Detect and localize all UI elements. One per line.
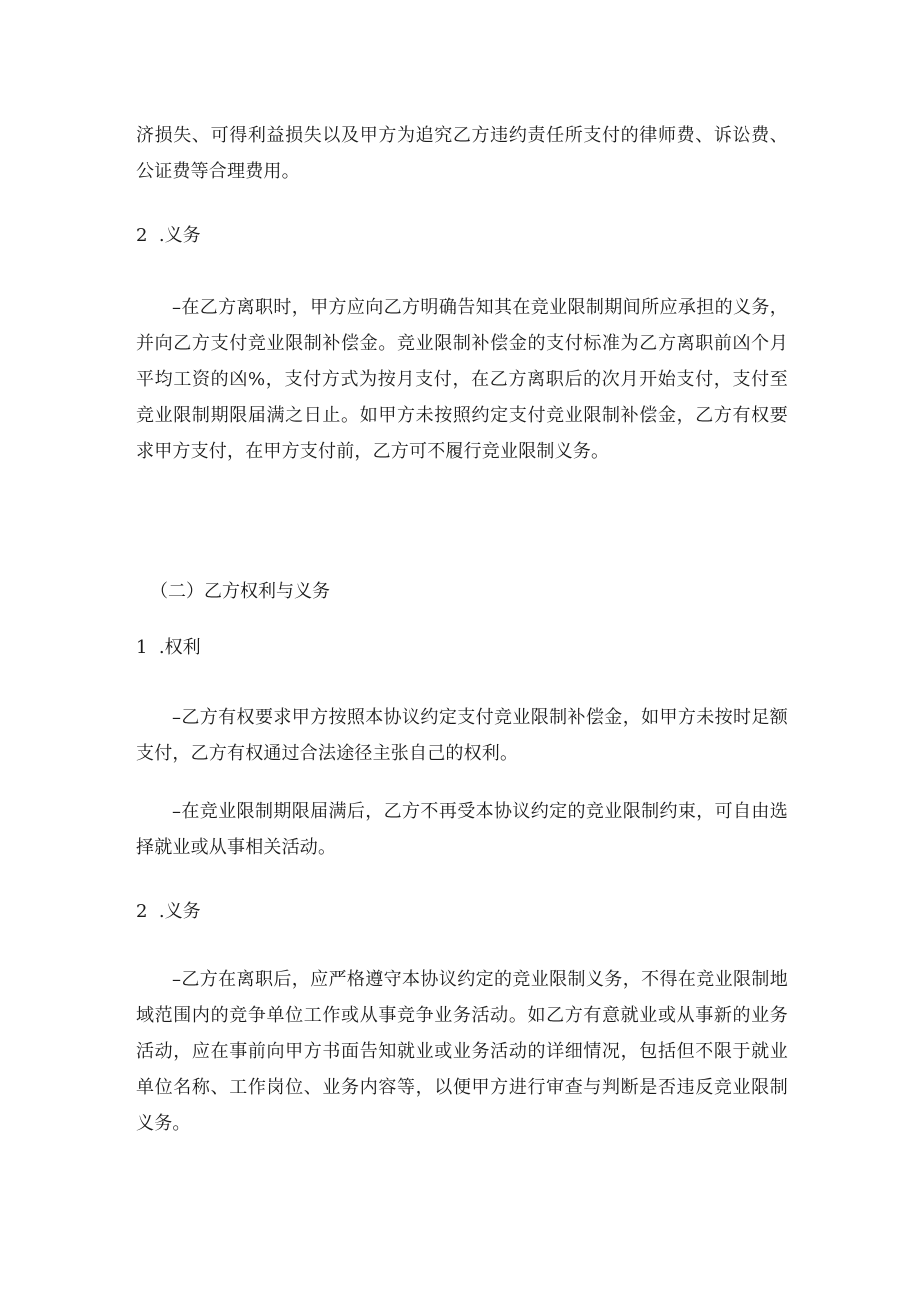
paragraph-party-a-obligation: –在乙方离职时，甲方应向乙方明确告知其在竞业限制期间所应承担的义务，并向乙方支付竞业限制补偿金。竞业限制补偿金的支付标准为乙方离职前凶个月平均工资的凶%，支付方式为按月支付，在乙方离职后的次月开始支付，支付至竞业限制期限届满之日止。如甲方未按照约定支付竞业限制补偿金，乙方有权要求甲方支付，在甲方支付前，乙方可不履行竞业限制义务。 bbox=[136, 297, 788, 462]
section-heading-party-b: （二）乙方权利与义务 bbox=[150, 581, 330, 602]
heading-obligations-party-b: 2 .义务 bbox=[136, 901, 201, 922]
paragraph-party-b-right-freedom: –在竞业限制期限届满后，乙方不再受本协议约定的竞业限制约束，可自由选择就业或从事相关活动。 bbox=[136, 801, 788, 858]
heading-obligations-party-a: 2 .义务 bbox=[136, 225, 201, 246]
paragraph-party-b-obligation: –乙方在离职后，应严格遵守本协议约定的竞业限制义务，不得在竞业限制地域范围内的竞争单位工作或从事竞争业务活动。如乙方有意就业或从事新的业务活动，应在事前向甲方书面告知就业或业务活动的详细情况，包括但不限于就业单位名称、工作岗位、业务内容等，以便甲方进行审查与判断是否违反竞业限制义务。 bbox=[136, 969, 788, 1134]
paragraph-party-b-right-compensation: –乙方有权要求甲方按照本协议约定支付竞业限制补偿金，如甲方未按时足额支付，乙方有权通过合法途径主张自己的权利。 bbox=[136, 707, 788, 764]
paragraph-damages-continuation: 济损失、可得利益损失以及甲方为追究乙方违约责任所支付的律师费、诉讼费、公证费等合理费用。 bbox=[136, 125, 788, 182]
heading-rights-party-b: 1 .权利 bbox=[136, 637, 201, 658]
